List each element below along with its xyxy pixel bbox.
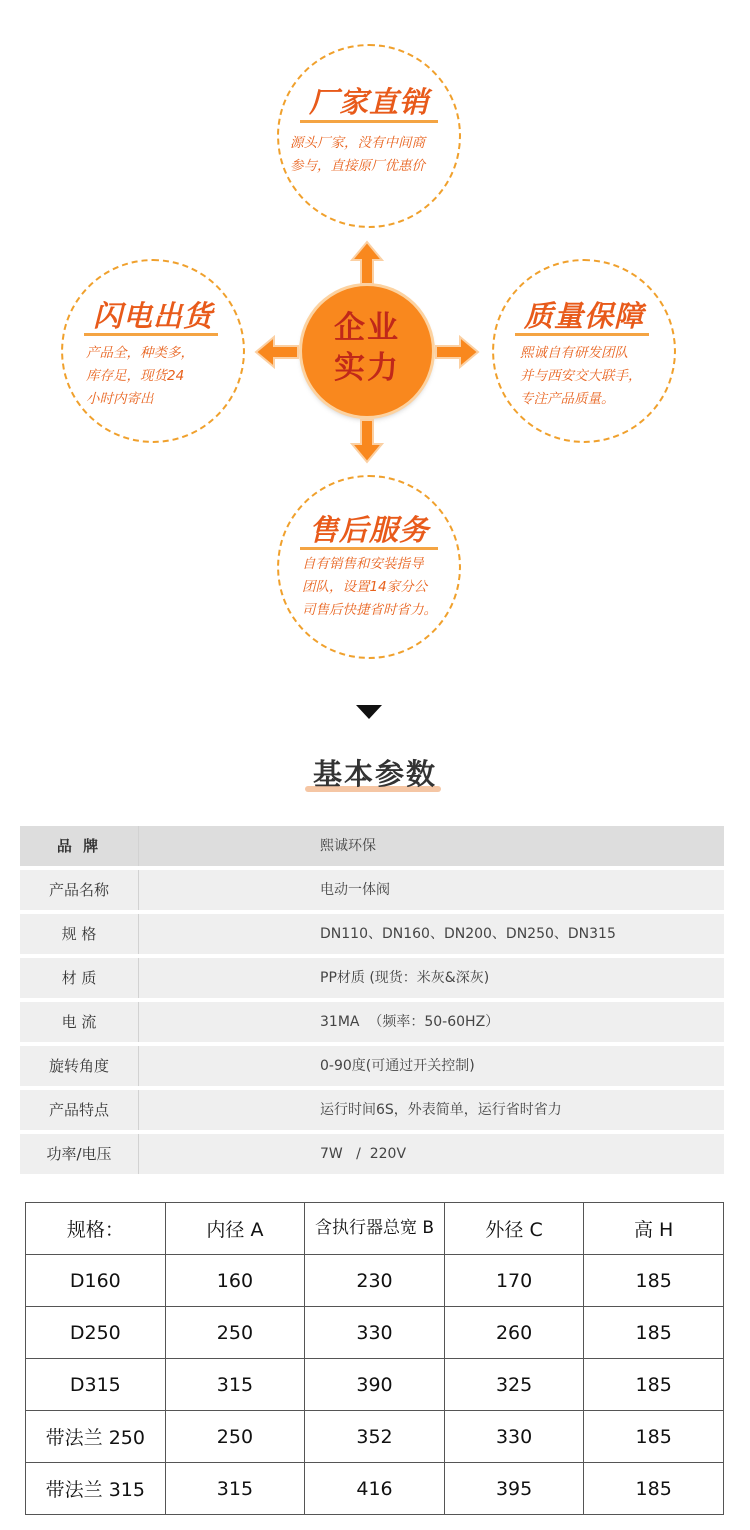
param-value: PP材质 (现货：米灰&深灰) bbox=[320, 970, 490, 986]
feature-desc-direct-sale bbox=[290, 132, 460, 178]
param-key: 规 格 bbox=[61, 925, 97, 943]
title-underline bbox=[300, 547, 438, 550]
table-cell: 带法兰 315 bbox=[26, 1463, 166, 1515]
desc-line: 团队，设置14家分公 bbox=[302, 579, 428, 595]
table-cell: 带法兰 250 bbox=[26, 1411, 166, 1463]
center-label bbox=[302, 308, 432, 388]
desc-line: 专注产品质量。 bbox=[520, 391, 615, 407]
param-value: DN110、DN160、DN200、DN250、DN315 bbox=[320, 926, 616, 942]
table-row bbox=[26, 1411, 724, 1463]
table-cell: D160 bbox=[26, 1255, 166, 1307]
param-row bbox=[20, 914, 724, 954]
table-cell: 416 bbox=[305, 1463, 445, 1515]
param-key: 产品名称 bbox=[48, 881, 109, 899]
chevron-down-icon bbox=[356, 704, 382, 723]
arrow-right-icon bbox=[434, 335, 480, 369]
param-row bbox=[20, 1134, 724, 1174]
row-divider bbox=[138, 914, 139, 954]
param-key: 电 流 bbox=[61, 1013, 97, 1031]
row-divider bbox=[138, 1090, 139, 1130]
param-value: 电动一体阀 bbox=[320, 882, 390, 898]
desc-line: 参与，直接原厂优惠价 bbox=[290, 158, 425, 174]
table-cell: 230 bbox=[305, 1255, 445, 1307]
desc-line: 并与西安交大联手， bbox=[520, 368, 642, 384]
arrow-up-icon bbox=[350, 240, 384, 286]
param-key: 旋转角度 bbox=[48, 1057, 109, 1075]
param-value: 31MA （频率：50-60HZ） bbox=[320, 1014, 500, 1030]
table-cell: 185 bbox=[584, 1255, 724, 1307]
param-key: 材 质 bbox=[61, 969, 97, 987]
table-row bbox=[26, 1359, 724, 1411]
param-row bbox=[20, 826, 724, 866]
center-strength-badge bbox=[302, 286, 432, 416]
table-header-row bbox=[26, 1203, 724, 1255]
table-cell: 330 bbox=[444, 1411, 584, 1463]
param-value: 熙诚环保 bbox=[320, 838, 376, 854]
row-divider bbox=[138, 1134, 139, 1174]
feature-desc-fast-shipping bbox=[86, 342, 236, 411]
table-row bbox=[26, 1307, 724, 1359]
row-divider bbox=[138, 958, 139, 998]
desc-line: 小时内寄出 bbox=[86, 391, 154, 407]
table-cell: 185 bbox=[584, 1411, 724, 1463]
table-cell: 185 bbox=[584, 1307, 724, 1359]
header-cell: 外径 C bbox=[444, 1203, 584, 1255]
dimension-table bbox=[25, 1202, 724, 1515]
table-cell: 185 bbox=[584, 1463, 724, 1515]
feature-title-direct-sale: 厂家直销 bbox=[308, 85, 429, 119]
table-cell: 185 bbox=[584, 1359, 724, 1411]
param-value: 0-90度(可通过开关控制) bbox=[320, 1058, 475, 1074]
row-divider bbox=[138, 1046, 139, 1086]
table-row bbox=[26, 1463, 724, 1515]
row-divider bbox=[138, 1002, 139, 1042]
param-row bbox=[20, 1046, 724, 1086]
feature-title-fast-shipping: 闪电出货 bbox=[92, 299, 213, 333]
center-line: 企业 bbox=[334, 310, 400, 346]
section-title: 基本参数 bbox=[312, 757, 437, 791]
header-cell: 内径 A bbox=[165, 1203, 305, 1255]
table-cell: 325 bbox=[444, 1359, 584, 1411]
param-row bbox=[20, 958, 724, 998]
param-value: 7W / 220V bbox=[320, 1146, 407, 1162]
table-cell: D315 bbox=[26, 1359, 166, 1411]
center-line: 实力 bbox=[334, 350, 400, 386]
param-key: 功率/电压 bbox=[46, 1145, 112, 1163]
table-cell: 315 bbox=[165, 1463, 305, 1515]
param-key: 产品特点 bbox=[48, 1101, 109, 1119]
desc-line: 库存足，现货24 bbox=[86, 368, 185, 384]
table-cell: 260 bbox=[444, 1307, 584, 1359]
feature-title-after-sales: 售后服务 bbox=[308, 513, 429, 547]
table-cell: 160 bbox=[165, 1255, 305, 1307]
desc-line: 自有销售和安装指导 bbox=[302, 556, 424, 572]
desc-line: 源头厂家，没有中间商 bbox=[290, 135, 425, 151]
param-row bbox=[20, 1090, 724, 1130]
feature-title-quality: 质量保障 bbox=[523, 299, 644, 333]
table-cell: 315 bbox=[165, 1359, 305, 1411]
table-cell: 390 bbox=[305, 1359, 445, 1411]
title-underline bbox=[84, 333, 218, 336]
feature-desc-after-sales bbox=[302, 553, 462, 622]
table-cell: 330 bbox=[305, 1307, 445, 1359]
param-row bbox=[20, 1002, 724, 1042]
table-row bbox=[26, 1255, 724, 1307]
row-divider bbox=[138, 870, 139, 910]
table-cell: 250 bbox=[165, 1411, 305, 1463]
desc-line: 熙诚自有研发团队 bbox=[520, 345, 628, 361]
arrow-down-icon bbox=[350, 418, 384, 464]
param-row bbox=[20, 870, 724, 910]
table-cell: D250 bbox=[26, 1307, 166, 1359]
desc-line: 司售后快捷省时省力。 bbox=[302, 602, 437, 618]
table-cell: 352 bbox=[305, 1411, 445, 1463]
param-value: 运行时间6S，外表简单，运行省时省力 bbox=[320, 1102, 562, 1118]
header-cell: 高 H bbox=[584, 1203, 724, 1255]
header-cell: 规格： bbox=[26, 1203, 166, 1255]
table-cell: 250 bbox=[165, 1307, 305, 1359]
row-divider bbox=[138, 826, 139, 866]
title-underline bbox=[515, 333, 649, 336]
table-cell: 170 bbox=[444, 1255, 584, 1307]
arrow-left-icon bbox=[254, 335, 300, 369]
title-underline bbox=[300, 120, 438, 123]
header-cell: 含执行器总宽 B bbox=[305, 1203, 445, 1255]
feature-desc-quality bbox=[520, 342, 676, 411]
desc-line: 产品全，种类多， bbox=[86, 345, 194, 361]
param-key: 品 牌 bbox=[56, 837, 102, 855]
table-cell: 395 bbox=[444, 1463, 584, 1515]
